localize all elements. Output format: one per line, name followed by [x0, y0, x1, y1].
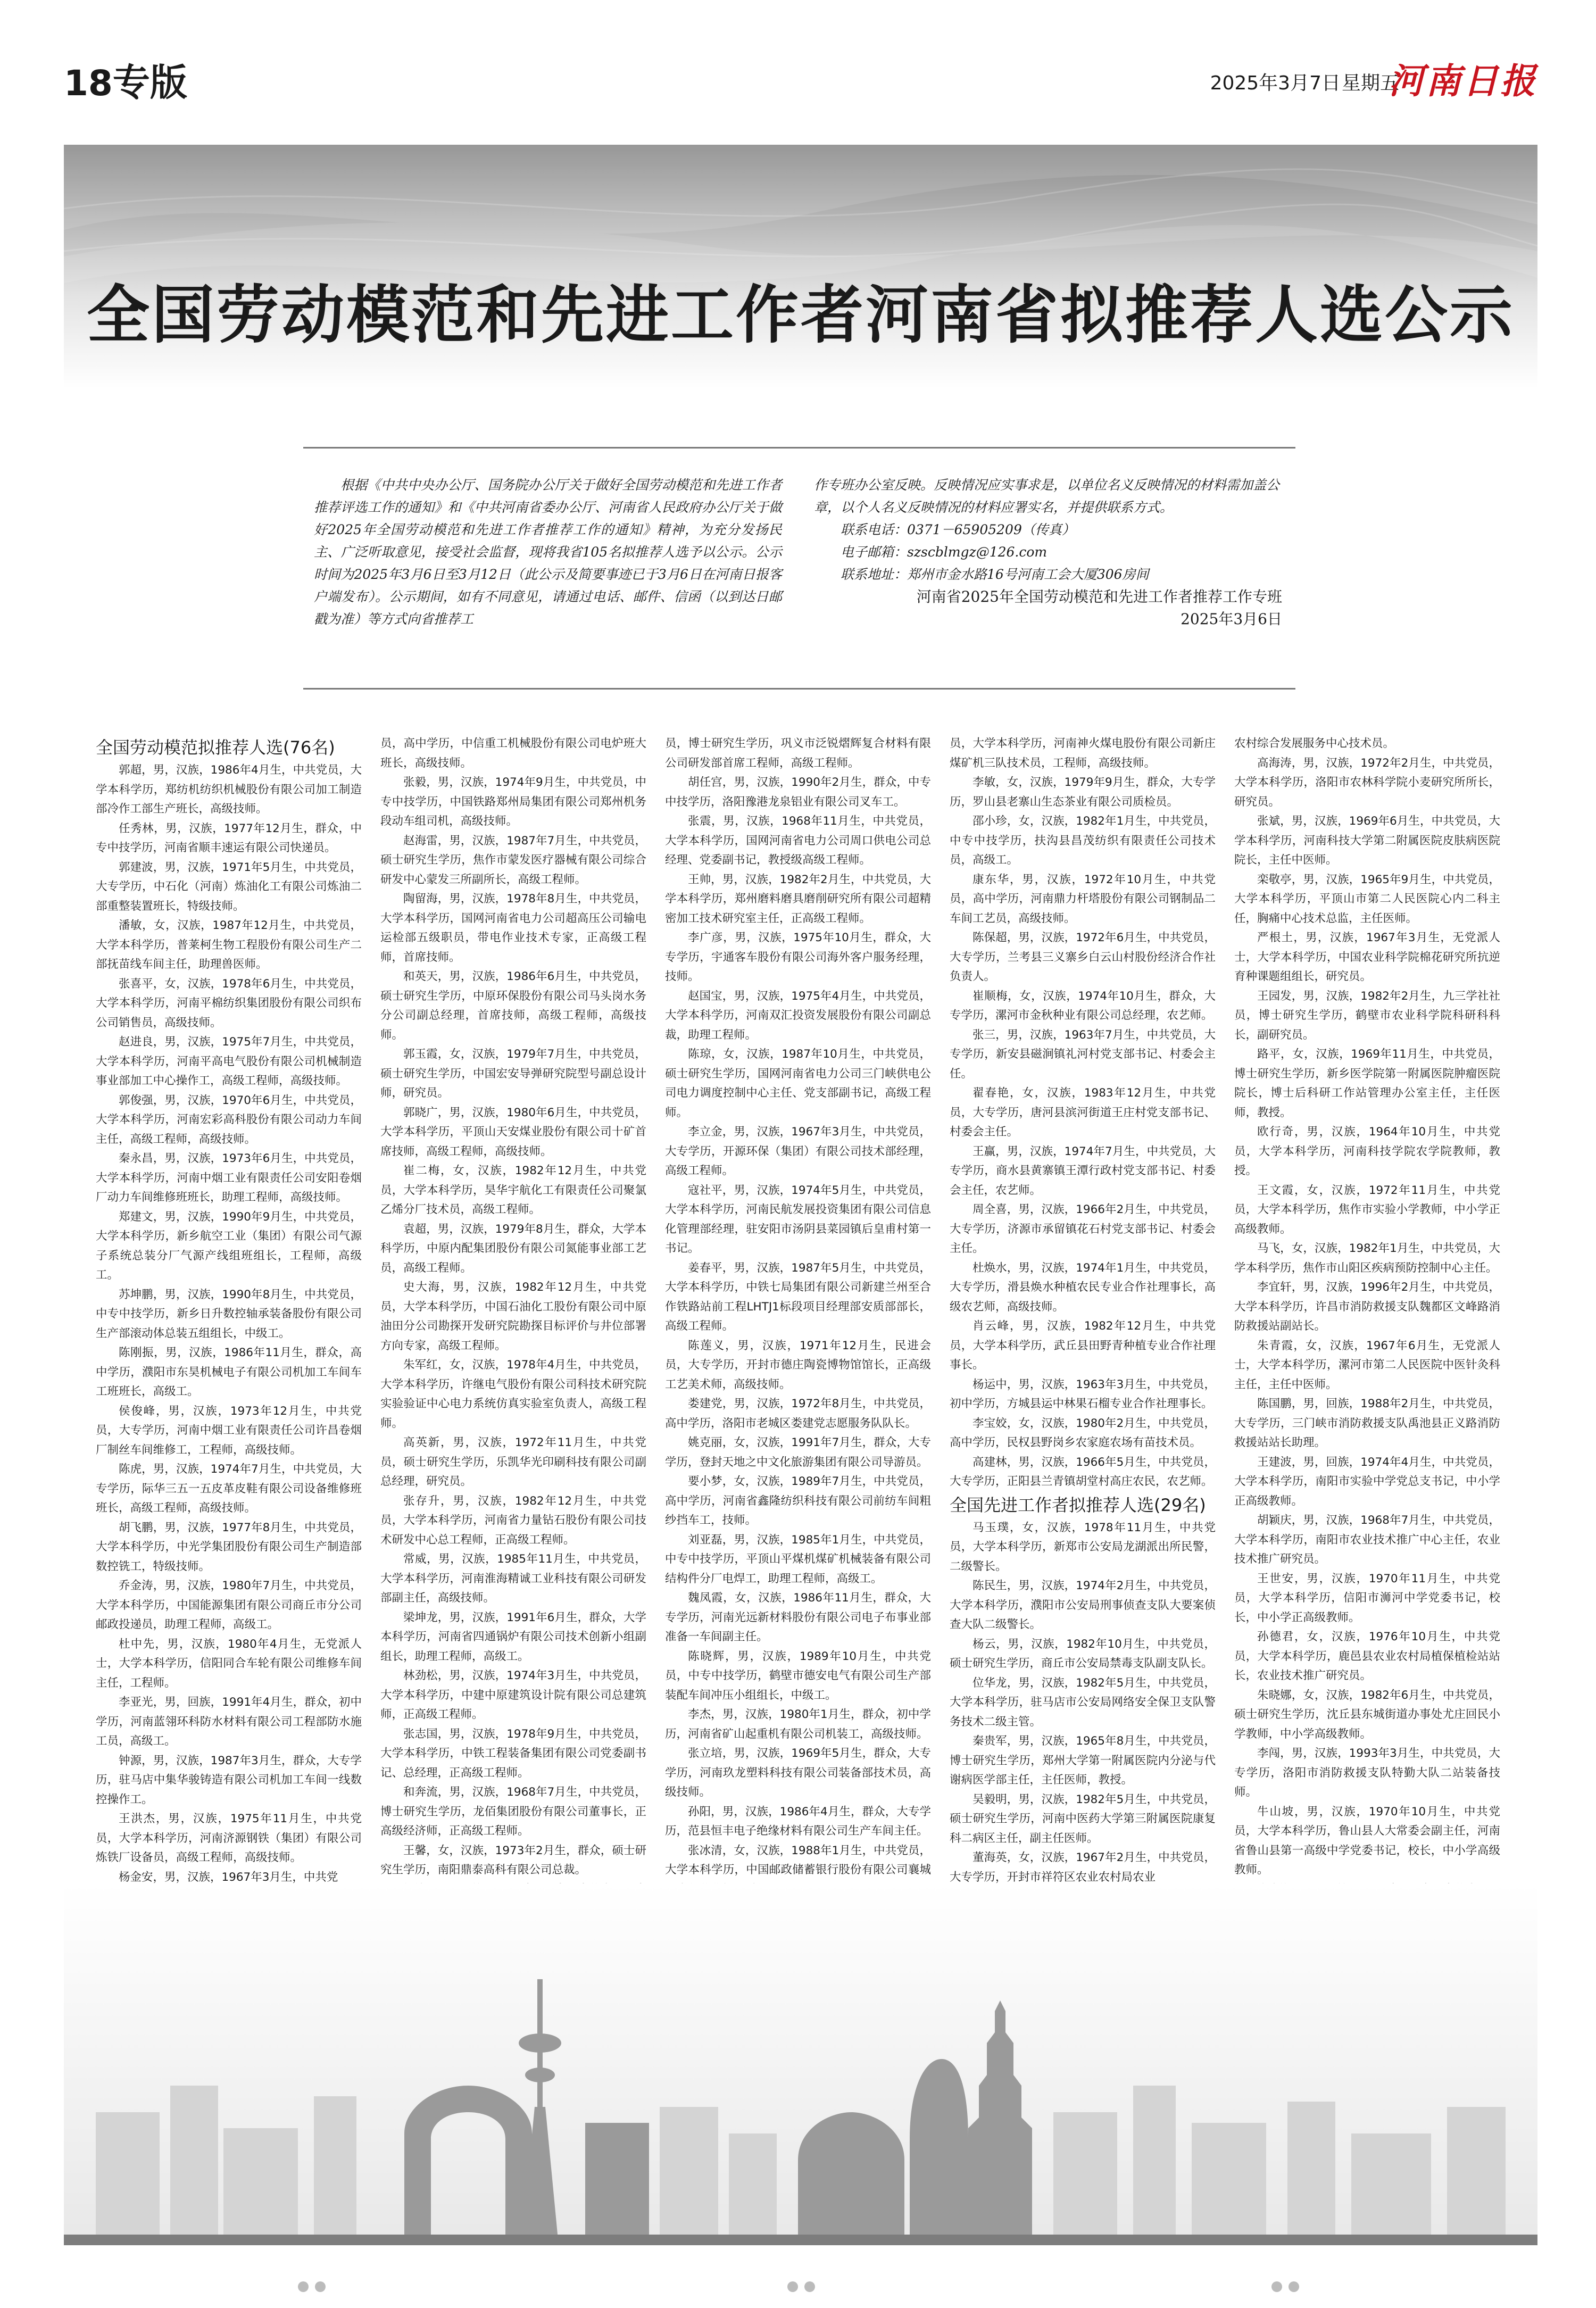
candidate-entry: 秦永昌，男，汉族，1973年6月生，中共党员，大学本科学历，河南中烟工业有限责任公司安阳卷烟厂动力车间维修班班长，助理工程师，高级技师。	[96, 1152, 362, 1204]
candidate-entry: 董海英，女，汉族，1967年2月生，中共党员，大专学历，开封市祥符区农业农村局农业	[950, 1851, 1216, 1884]
candidate-entry: 常威，男，汉族，1985年11月生，中共党员，大学本科学历，河南淮海精诚工业科技有限公司研发部副主任，高级技师。	[380, 1552, 646, 1605]
candidate-entry: 张震，男，汉族，1968年11月生，中共党员，大学本科学历，国网河南省电力公司周口供电公司总经理、党委副书记，教授级高级工程师。	[665, 815, 931, 867]
candidate-entry: 郭俊强，男，汉族，1970年6月生，中共党员，大学本科学历，河南宏彩高科股份有限公司动力车间主任，高级工程师，高级技师。	[96, 1093, 362, 1146]
candidate-entry: 郭建波，男，汉族，1971年5月生，中共党员，大专学历，中石化（河南）炼油化工有限公司炼油二部重整装置班长，特级技师。	[96, 860, 362, 913]
column-2-entries	[380, 734, 646, 2016]
candidate-entry: 邵小珍，女，汉族，1982年1月生，中共党员，中专中技学历，扶沟县昌茂纺织有限责任公司技术员，高级工。	[950, 815, 1216, 867]
column-3-entries	[665, 734, 931, 1919]
candidate-entry: 张三，男，汉族，1963年7月生，中共党员，大专学历，新安县磁涧镇礼河村党支部书记、村委会主任。	[950, 1028, 1216, 1081]
candidate-entry: 严根土，男，汉族，1967年3月生，无党派人士，大学本科学历，中国农业科学院棉花研究所抗逆育种课题组组长，研究员。	[1234, 931, 1500, 983]
column-4-entries	[950, 734, 1216, 1887]
footer-decoration	[0, 2281, 1596, 2303]
candidate-entry: 张喜平，女，汉族，1978年6月生，中共党员，大学本科学历，河南平棉纺织集团股份有限公司织布公司销售员，高级技师。	[96, 977, 362, 1030]
notice-body-continuation: 作专班办公室反映。反映情况应实事求是，以单位名义反映情况的材料需加盖公章，以个人名义反映情况的材料应署实名，并提供联系方式。	[814, 477, 1280, 515]
contact-phone: 联系电话：0371－65905209（传真）	[841, 522, 1075, 537]
candidate-entry: 高建林，男，汉族，1966年5月生，中共党员，大专学历，正阳县兰青镇胡堂村高庄农民，农艺师。	[950, 1455, 1216, 1488]
candidate-entry: 路平，女，汉族，1969年11月生，中共党员，博士研究生学历，新乡医学院第一附属医院肿瘤医院院长，博士后科研工作站管理办公室主任，主任医师，教授。	[1234, 1048, 1500, 1119]
notice-signature: 河南省2025年全国劳动模范和先进工作者推荐工作专班	[916, 588, 1282, 605]
candidate-entry: 栾敬亭，男，汉族，1965年9月生，中共党员，大学本科学历，平顶山市第二人民医院心内二科主任，胸痛中心技术总监，主任医师。	[1234, 873, 1500, 925]
candidate-entry: 翟春艳，女，汉族，1983年12月生，中共党员，大专学历，唐河县滨河街道王庄村党支部书记、村委会主任。	[950, 1086, 1216, 1139]
notice-sign-date: 2025年3月6日	[1181, 610, 1282, 628]
candidate-entry: 欧行奇，男，汉族，1964年10月生，中共党员，大学本科学历，河南科技学院农学院教师，教授。	[1234, 1125, 1500, 1177]
candidate-entry: 朱青霞，女，汉族，1967年6月生，无党派人士，大学本科学历，漯河市第二人民医院中医针灸科主任，主任中医师。	[1234, 1339, 1500, 1391]
candidate-entry: 位华龙，男，汉族，1982年5月生，中共党员，大学本科学历，驻马店市公安局网络安全保卫支队警务技术二级主管。	[950, 1676, 1216, 1729]
notice-body-right	[814, 474, 1282, 630]
candidate-entry: 朱军红，女，汉族，1978年4月生，中共党员，大学本科学历，许继电气股份有限公司科技术研究院实验验证中心电力系统仿真实验室负责人，高级工程师。	[380, 1358, 646, 1430]
candidate-entry: 杜中先，男，汉族，1980年4月生，无党派人士，大学本科学历，信阳同合车轮有限公司维修车间主任，工程师。	[96, 1637, 362, 1690]
candidate-entry: 杨金安，男，汉族，1967年3月生，中共党	[119, 1870, 338, 1884]
issue-date: 2025年3月7日	[1210, 72, 1341, 94]
headline: 全国劳动模范和先进工作者河南省拟推荐人选公示	[86, 278, 1515, 352]
candidate-entry: 郑建文，男，汉族，1990年9月生，中共党员，大学本科学历，新乡航空工业（集团）有限公司气源子系统总装分厂气源产线组班组长，工程师，高级工。	[96, 1210, 362, 1282]
candidate-entry: 张冰清，女，汉族，1988年1月生，中共党员，大学本科学历，中国邮政储蓄银行股份有限公司襄城	[665, 1844, 931, 1877]
candidate-entry: 苏坤鹏，男，汉族，1990年8月生，中共党员，中专中技学历，新乡日升数控轴承装备股份有限公司生产部滚动体总装五组组长，中级工。	[96, 1288, 362, 1340]
candidate-entry: 陈国鹏，男，回族，1988年2月生，中共党员，大专学历，三门峡市消防救援支队禹池县正义路消防救援站站长助理。	[1234, 1397, 1500, 1449]
candidate-entry: 马飞，女，汉族，1982年1月生，中共党员，大学本科学历，焦作市山阳区疾病预防控制中心主任。	[1234, 1242, 1500, 1275]
footer-dots-right	[1271, 2281, 1306, 2294]
candidate-entry: 郭超，男，汉族，1986年4月生，中共党员，大学本科学历，郑纺机纺织机械股份有限公司加工制造部冷作工部生产班长，高级技师。	[96, 763, 362, 816]
candidate-entry: 张立培，男，汉族，1969年5月生，群众，大专学历，河南玖龙塑料科技有限公司装备部技术员，高级技师。	[665, 1747, 931, 1799]
candidate-entry: 林劲松，男，汉族，1974年3月生，中共党员，大学本科学历，中建中原建筑设计院有限公司总建筑师，正高级工程师。	[380, 1669, 646, 1721]
candidate-entry: 王帅，男，汉族，1982年2月生，中共党员，大学本科学历，郑州磨料磨具磨削研究所有限公司超精密加工技术研究室主任，正高级工程师。	[665, 873, 931, 925]
page-header	[64, 53, 1537, 112]
candidate-entry: 陶留海，男，汉族，1978年8月生，中共党员，大学本科学历，国网河南省电力公司超高压公司输电运检部五级职员，带电作业技术专家，正高级工程师，首席技师。	[380, 892, 646, 964]
candidate-entry: 寇社平，男，汉族，1974年5月生，中共党员，大学本科学历，河南民航发展投资集团有限公司信息化管理部经理，驻安阳市汤阴县菜园镇后皇甫村第一书记。	[665, 1183, 931, 1255]
column-5	[1234, 734, 1500, 1877]
contact-email: 电子邮箱：szscblmgz@126.com	[841, 544, 1048, 560]
candidate-entry: 杨云，男，汉族，1982年10月生，中共党员，硕士研究生学历，商丘市公安局禁毒支队副支队长。	[950, 1637, 1216, 1670]
candidate-entry: 史大海，男，汉族，1982年12月生，中共党员，大学本科学历，中国石油化工股份有限公司中原油田分公司勘探开发研究院勘探目标评价与井位部署方向专家，高级工程师。	[380, 1281, 646, 1352]
candidate-entry: 陈虎，男，汉族，1974年7月生，中共党员，大专学历，际华三五一五皮革皮鞋有限公司设备维修班班长，高级工程师，高级技师。	[96, 1463, 362, 1515]
candidate-entry: 朱晓娜，女，汉族，1982年6月生，中共党员，硕士研究生学历，沈丘县东城街道办事处尤庄回民小学教师，中小学高级教师。	[1234, 1688, 1500, 1741]
candidate-entry: 陈刚振，男，汉族，1986年11月生，群众，高中学历，濮阳市东昊机械电子有限公司机加工车间车工班班长，高级工。	[96, 1346, 362, 1398]
candidate-entry: 李宝姣，女，汉族，1980年2月生，中共党员，高中学历，民权县野岗乡农家庭农场有苗技术员。	[950, 1416, 1216, 1449]
candidate-entry: 吴毅明，男，汉族，1982年5月生，中共党员，硕士研究生学历，河南中医药大学第三附属医院康复科二病区主任，副主任医师。	[950, 1792, 1216, 1845]
candidate-entry: 张斌，男，汉族，1969年6月生，中共党员，大学本科学历，河南科技大学第二附属医院皮肤病医院院长，主任中医师。	[1234, 815, 1500, 867]
candidate-entry: 任秀林，男，汉族，1977年12月生，群众，中专中技学历，河南省顺丰速运有限公司快递员。	[96, 821, 362, 854]
candidate-entry: 和英天，男，汉族，1986年6月生，中共党员，硕士研究生学历，中原环保股份有限公司马头岗水务分公司副总经理，首席技师，高级工程师，高级技师。	[380, 970, 646, 1042]
model-workers-heading: 全国劳动模范拟推荐人选(76名)	[96, 737, 335, 758]
candidate-entry: 李杰，男，汉族，1980年1月生，群众，初中学历，河南省矿山起重机有限公司机装工，高级技师。	[665, 1708, 931, 1741]
candidate-entry: 肖云峰，男，汉族，1982年12月生，中共党员，大学本科学历，武丘县田野青种植专业合作社理事长。	[950, 1319, 1216, 1372]
column-5-entries	[1234, 734, 1500, 2055]
candidate-entry: 康东华，男，汉族，1972年10月生，中共党员，高中学历，河南鼎力杆塔股份有限公司钢制品二车间工艺员，高级技师。	[950, 873, 1216, 925]
candidate-entry: 陈晓辉，男，汉族，1989年10月生，中共党员，中专中技学历，鹤壁市德安电气有限公司生产部装配车间冲压小组组长，中级工。	[665, 1649, 931, 1702]
candidate-entry: 乔金涛，男，汉族，1980年7月生，中共党员，大学本科学历，中国能源集团有限公司商丘市分公司邮政投递员，助理工程师，高级工。	[96, 1579, 362, 1631]
candidate-entry: 胡任宫，男，汉族，1990年2月生，群众，中专中技学历，洛阳豫港龙泉铝业有限公司叉车工。	[665, 776, 931, 809]
notice-body-left: 根据《中共中央办公厅、国务院办公厅关于做好全国劳动模范和先进工作者推荐评选工作的通知》和《中共河南省委办公厅、河南省人民政府办公厅关于做好2025年全国劳动模范和先进工作者推荐工作的通知》精神，为充分发扬民主、广泛听取意见，接受社会监督，现将我省105名拟推荐人选予以公示。公示时间为2025年3月6日至3月12日（此公示及简要事迹已于3月6日在河南日报客户端发布）。公示期间，如有不同意见，请通过电话、邮件、信函（以到达日邮戳为准）等方式向省推荐工	[314, 477, 782, 627]
candidate-entry: 李宜轩，男，汉族，1996年2月生，中共党员，大学本科学历，许昌市消防救援支队魏都区文峰路消防救援站副站长。	[1234, 1281, 1500, 1333]
candidate-entry: 秦贵军，男，汉族，1965年8月生，中共党员，博士研究生学历，郑州大学第一附属医院内分泌与代谢病医学部主任，主任医师，教授。	[950, 1734, 1216, 1787]
candidate-entry: 崔顺梅，女，汉族，1974年10月生，群众，大专学历，漯河市金秋种业有限公司总经理，农艺师。	[950, 989, 1216, 1022]
candidate-entry: 员，高中学历，中信重工机械股份有限公司电炉班大班长，高级技师。	[380, 737, 646, 770]
candidate-entry: 员，大学本科学历，河南神火煤电股份有限公司新庄煤矿机三队技术员，工程师，高级技师。	[950, 737, 1216, 770]
candidate-entry: 李立金，男，汉族，1967年3月生，中共党员，大专学历，开源环保（集团）有限公司技术部经理，高级工程师。	[665, 1125, 931, 1177]
column-2	[380, 734, 646, 1877]
candidate-entry: 潘敏，女，汉族，1987年12月生，中共党员，大学本科学历，普莱柯生物工程股份有限公司生产二部抚苗线车间主任，助理兽医师。	[96, 919, 362, 971]
advanced-workers-heading: 全国先进工作者拟推荐人选(29名)	[950, 1495, 1206, 1515]
candidate-entry: 侯俊峰，男，汉族，1973年12月生，中共党员，大专学历，河南中烟工业有限责任公司许昌卷烟厂制丝车间维修工，工程师，高级技师。	[96, 1404, 362, 1457]
newspaper-masthead: 河南日报	[1389, 60, 1537, 102]
candidate-entry: 张志国，男，汉族，1978年9月生，中共党员，大学本科学历，中铁工程装备集团有限公司党委副书记、总经理，正高级工程师。	[380, 1727, 646, 1780]
candidate-entry: 袁超，男，汉族，1979年8月生，群众，大学本科学历，中原内配集团股份有限公司氮能事业部工艺员，高级工程师。	[380, 1222, 646, 1275]
candidate-entry: 张毅，男，汉族，1974年9月生，中共党员，中专中技学历，中国铁路郑州局集团有限公司郑州机务段动车组司机，高级技师。	[380, 776, 646, 828]
candidate-lists	[96, 734, 1500, 1884]
candidate-entry: 和奔流，男，汉族，1968年7月生，中共党员，博士研究生学历，龙佰集团股份有限公司董事长，正高级经济师，正高级工程师。	[380, 1786, 646, 1838]
candidate-entry: 马玉璞，女，汉族，1978年11月生，中共党员，大学本科学历，新郑市公安局龙湖派出所民警，二级警长。	[950, 1521, 1216, 1573]
footer-dots-left	[298, 2281, 332, 2294]
candidate-entry: 崔二梅，女，汉族，1982年12月生，中共党员，大学本科学历，昊华宇航化工有限责任公司聚氯乙烯分厂技术员，高级工程师。	[380, 1164, 646, 1216]
candidate-entry: 王园发，男，汉族，1982年2月生，九三学社社员，博士研究生学历，鹤壁市农业科学院科研科科长，副研究员。	[1234, 989, 1500, 1042]
page-section: 专版	[112, 61, 187, 104]
notice-box	[303, 447, 1295, 690]
candidate-entry: 陈保超，男，汉族，1972年6月生，中共党员，大专学历，兰考县三义寨乡白云山村股份经济合作社负责人。	[950, 931, 1216, 983]
candidate-entry: 张存升，男，汉族，1982年12月生，中共党员，大学本科学历，河南省力量钻石股份有限公司技术研发中心总工程师，正高级工程师。	[380, 1494, 646, 1547]
candidate-entry: 要小梦，女，汉族，1989年7月生，中共党员，高中学历，河南省鑫隆纺织科技有限公司前纺车间粗纱挡车工，技师。	[665, 1475, 931, 1527]
candidate-entry: 高英新，男，汉族，1972年11月生，中共党员，硕士研究生学历，乐凯华光印刷科技有限公司副总经理，研究员。	[380, 1436, 646, 1488]
candidate-entry: 王赢，男，汉族，1974年7月生，中共党员，大专学历，商水县黄寨镇王潭行政村党支部书记、村委会主任，农艺师。	[950, 1144, 1216, 1197]
candidate-entry: 牛山坡，男，汉族，1970年10月生，中共党员，大学本科学历，鲁山县人大常委会副主任，河南省鲁山县第一高级中学党委书记，校长，中小学高级教师。	[1234, 1805, 1500, 1877]
candidate-entry: 姜春平，男，汉族，1987年5月生，中共党员，大学本科学历，中铁七局集团有限公司新建兰州至合作铁路站前工程LHTJ1标段项目经理部安质部部长，高级工程师。	[665, 1261, 931, 1333]
footer-dots-center	[787, 2281, 821, 2294]
contact-address: 联系地址：郑州市金水路16号河南工会大厦306房间	[841, 567, 1149, 582]
column-4	[950, 734, 1216, 1884]
candidate-entry: 王文霞，女，汉族，1972年11月生，中共党员，大学本科学历，焦作市实验小学教师，中小学正高级教师。	[1234, 1183, 1500, 1236]
candidate-entry: 李亚光，男，回族，1991年4月生，群众，初中学历，河南蓝翎环科防水材料有限公司工程部防水施工员，高级工。	[96, 1696, 362, 1748]
candidate-entry: 赵海雷，男，汉族，1987年7月生，中共党员，硕士研究生学历，焦作市蒙发医疗器械有限公司综合研发中心蒙发三所副所长，高级工程师。	[380, 834, 646, 886]
candidate-entry: 王馨，女，汉族，1973年2月生，群众，硕士研究生学历，南阳鼎泰高科有限公司总裁。	[380, 1844, 646, 1877]
candidate-entry: 陈琼，女，汉族，1987年10月生，中共党员，硕士研究生学历，国网河南省电力公司三门峡供电公司电力调度控制中心主任、党支部副书记，高级工程师。	[665, 1048, 931, 1119]
candidate-entry: 赵国宝，男，汉族，1975年4月生，中共党员，大学本科学历，河南双汇投资发展股份有限公司副总裁，助理工程师。	[665, 989, 931, 1042]
issue-weekday: 星期五	[1341, 72, 1399, 94]
candidate-entry: 王世安，男，汉族，1970年11月生，中共党员，大学本科学历，信阳市浉河中学党委书记，校长，中小学正高级教师。	[1234, 1572, 1500, 1624]
candidate-entry: 郭玉霞，女，汉族，1979年7月生，中共党员，硕士研究生学历，中国宏安导弹研究院型号副总设计师，研究员。	[380, 1048, 646, 1100]
candidate-entry: 孙阳，男，汉族，1986年4月生，群众，大专学历，范县恒丰电子绝缘材料有限公司生产车间主任。	[665, 1805, 931, 1838]
candidate-entry: 娄建党，男，汉族，1972年8月生，中共党员，高中学历，洛阳市老城区娄建党志愿服务队队长。	[665, 1397, 931, 1430]
city-skyline-illustration	[64, 1883, 1537, 2245]
candidate-entry: 杨运中，男，汉族，1963年3月生，中共党员，初中学历，方城县运中林果石榴专业合作社理事长。	[950, 1377, 1216, 1410]
candidate-entry: 胡颖庆，男，汉族，1968年7月生，中共党员，大学本科学历，南阳市农业技术推广中心主任，农业技术推广研究员。	[1234, 1514, 1500, 1566]
candidate-entry: 李广彦，男，汉族，1975年10月生，群众，大专学历，宇通客车股份有限公司海外客户服务经理，技师。	[665, 931, 931, 983]
title-banner	[64, 145, 1537, 421]
candidate-entry: 员，博士研究生学历，巩义市泛锐熠辉复合材料有限公司研发部首席工程师，高级工程师。	[665, 737, 931, 770]
candidate-entry: 陈民生，男，汉族，1974年2月生，中共党员，大学本科学历，濮阳市公安局刑事侦查支队大要案侦查大队二级警长。	[950, 1579, 1216, 1631]
candidate-entry: 郭晓广，男，汉族，1980年6月生，中共党员，大学本科学历，平顶山天安煤业股份有限公司十矿首席技师，高级工程师，高级技师。	[380, 1106, 646, 1158]
candidate-entry: 赵进良，男，汉族，1975年7月生，中共党员，大学本科学历，河南平高电气股份有限公司机械制造事业部加工中心操作工，高级工程师，高级技师。	[96, 1035, 362, 1087]
column-1-entries	[96, 761, 362, 1887]
candidate-entry: 农村综合发展服务中心技术员。	[1234, 737, 1395, 750]
column-3	[665, 734, 931, 1877]
candidate-entry: 魏凤霞，女，汉族，1986年11月生，群众，大专学历，河南光远新材料股份有限公司电子布事业部准备一车间副主任。	[665, 1591, 931, 1643]
page-number	[64, 53, 187, 113]
candidate-entry: 梁坤龙，男，汉族，1991年6月生，群众，大学本科学历，河南省四通锅炉有限公司技术创新小组副组长，助理工程师，高级工。	[380, 1610, 646, 1663]
candidate-entry: 高海涛，男，汉族，1972年2月生，中共党员，大学本科学历，洛阳市农林科学院小麦研究所所长，研究员。	[1234, 756, 1500, 809]
candidate-entry: 周全喜，男，汉族，1966年2月生，中共党员，大专学历，济源市承留镇花石村党支部书记、村委会主任。	[950, 1203, 1216, 1255]
candidate-entry: 王洪杰，男，汉族，1975年11月生，中共党员，大学本科学历，河南济源钢铁（集团）有限公司炼铁厂设备员，高级工程师，高级技师。	[96, 1812, 362, 1864]
candidate-entry: 孙德君，女，汉族，1976年10月生，中共党员，大学本科学历，鹿邑县农业农村局植保植检站站长，农业技术推广研究员。	[1234, 1630, 1500, 1682]
candidate-entry: 杜焕水，男，汉族，1974年1月生，中共党员，大专学历，滑县焕水种植农民专业合作社理事长，高级农艺师，高级技师。	[950, 1261, 1216, 1314]
candidate-entry: 王建波，男，回族，1974年4月生，中共党员，大学本科学历，南阳市实验中学党总支书记，中小学正高级教师。	[1234, 1455, 1500, 1508]
candidate-entry: 姚克丽，女，汉族，1991年7月生，群众，大专学历，登封天地之中文化旅游集团有限公司导游员。	[665, 1436, 931, 1469]
candidate-entry: 刘亚磊，男，汉族，1985年1月生，中共党员，中专中技学历，平顶山平煤机煤矿机械装备有限公司结构件分厂电焊工，助理工程师，高级工。	[665, 1533, 931, 1585]
candidate-entry: 钟源，男，汉族，1987年3月生，群众，大专学历，驻马店中集华骏铸造有限公司机加工车间一线数控操作工。	[96, 1754, 362, 1806]
column-1	[96, 734, 362, 1884]
candidate-entry: 李闯，男，汉族，1993年3月生，中共党员，大专学历，洛阳市消防救援支队特勤大队二站装备技师。	[1234, 1747, 1500, 1799]
page-number-value: 18	[64, 63, 113, 104]
candidate-entry: 陈莲义，男，汉族，1971年12月生，民进会员，大专学历，开封市德庄陶瓷博物馆馆长，正高级工艺美术师，高级技师。	[665, 1339, 931, 1391]
candidate-entry: 李敏，女，汉族，1979年9月生，群众，大专学历，罗山县老寨山生态茶业有限公司质检员。	[950, 776, 1216, 809]
candidate-entry: 胡飞鹏，男，汉族，1977年8月生，中共党员，大学本科学历，中光学集团股份有限公司生产制造部数控铣工，特级技师。	[96, 1521, 362, 1573]
skyline-graphic	[64, 1883, 1537, 2245]
